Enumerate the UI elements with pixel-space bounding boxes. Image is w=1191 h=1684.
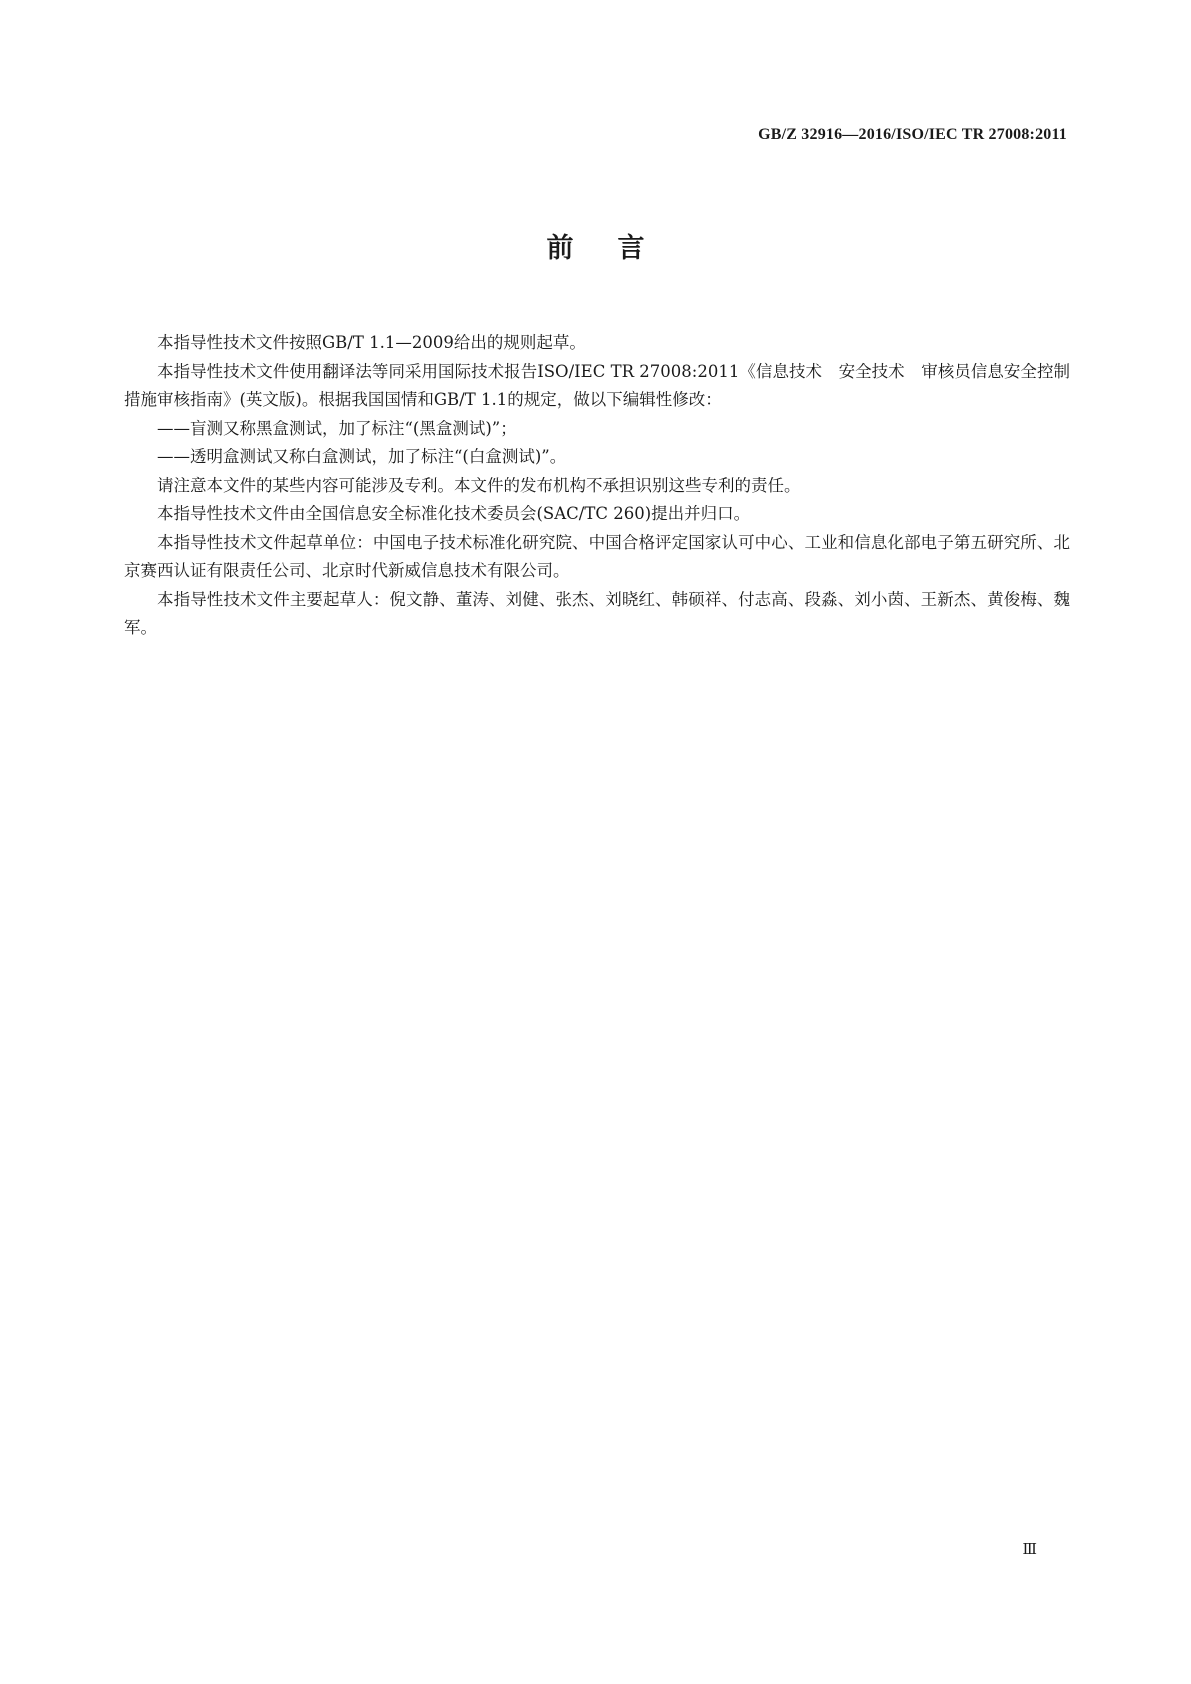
paragraph-proposer: 本指导性技术文件由全国信息安全标准化技术委员会(SAC/TC 260)提出并归口。 <box>157 504 751 523</box>
standard-number: GB/Z 32916—2016/ISO/IEC TR 27008:2011 <box>758 126 1067 143</box>
paragraph-drafters: 本指导性技术文件主要起草人：倪文静、董涛、刘健、张杰、刘晓红、韩硕祥、付志高、段淼、刘小茵、王新杰、黄俊梅、魏军。 <box>124 589 1070 637</box>
preface-body <box>124 329 1070 643</box>
paragraph-translation-method: 本指导性技术文件使用翻译法等同采用国际技术报告ISO/IEC TR 27008:2011《信息技术 安全技术 审核员信息安全控制措施审核指南》(英文版)。根据我国国情和GB/T 1.1的规定，做以下编辑性修改： <box>124 361 1070 409</box>
page-title: 前言 <box>546 233 689 264</box>
paragraph-drafting-units: 本指导性技术文件起草单位：中国电子技术标准化研究院、中国合格评定国家认可中心、工业和信息化部电子第五研究所、北京赛西认证有限责任公司、北京时代新威信息技术有限公司。 <box>124 532 1070 580</box>
list-item-whitebox: ——透明盒测试又称白盒测试，加了标注“(白盒测试)”。 <box>157 447 567 466</box>
paragraph-patent-notice: 请注意本文件的某些内容可能涉及专利。本文件的发布机构不承担识别这些专利的责任。 <box>157 475 801 495</box>
page-number: Ⅲ <box>1022 1542 1037 1558</box>
paragraph-drafting-rules: 本指导性技术文件按照GB/T 1.1—2009给出的规则起草。 <box>157 333 586 352</box>
list-item-blackbox: ——盲测又称黑盒测试，加了标注“(黑盒测试)”； <box>157 418 517 438</box>
